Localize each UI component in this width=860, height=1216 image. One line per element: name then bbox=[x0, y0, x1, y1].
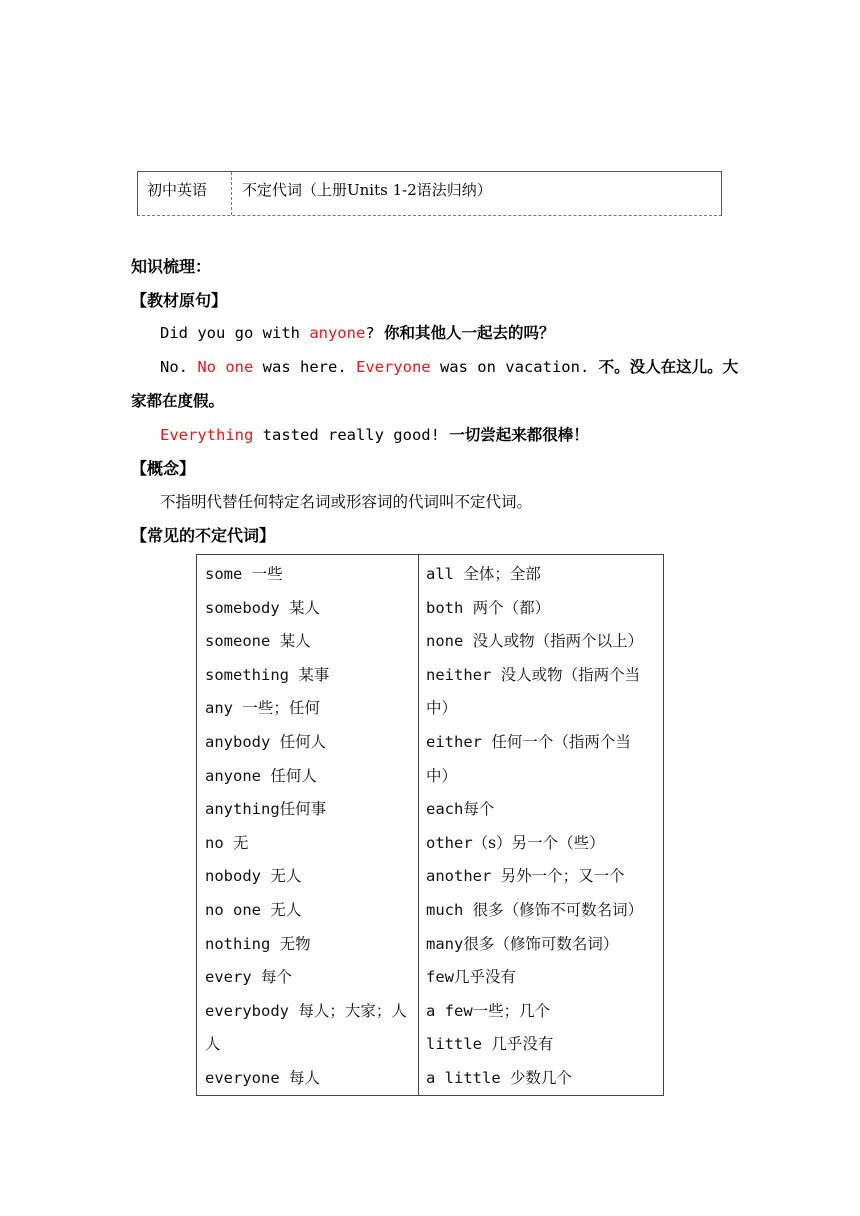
sentence-text: ? bbox=[365, 324, 384, 342]
table-row: both 两个（都） bbox=[426, 598, 551, 617]
sentence-text: was here. bbox=[253, 358, 356, 376]
table-row: a little 少数几个 bbox=[426, 1068, 573, 1087]
concept-heading: 【概念】 bbox=[131, 459, 196, 478]
table-row: every 每个 bbox=[205, 968, 293, 987]
table-row: everyone 每人 bbox=[205, 1068, 321, 1087]
table-row: other（s）另一个（些） bbox=[426, 833, 605, 852]
translation: 一切尝起来都很棒！ bbox=[449, 426, 589, 444]
table-row: nobody 无人 bbox=[205, 867, 302, 886]
table-row: 中） bbox=[426, 699, 458, 718]
table-row: none 没人或物（指两个以上） bbox=[426, 632, 644, 651]
table-row: something 某事 bbox=[205, 665, 330, 684]
translation: 不。没人在这儿。大 bbox=[598, 358, 739, 376]
table-row: somebody 某人 bbox=[205, 598, 321, 617]
table-row: nothing 无物 bbox=[205, 934, 311, 953]
table-row: either 任何一个（指两个当 bbox=[426, 732, 631, 751]
highlight-word: Everyone bbox=[355, 358, 431, 376]
table-row: some 一些 bbox=[205, 565, 283, 583]
table-row: someone 某人 bbox=[205, 632, 311, 651]
textbook-sentence-3 bbox=[160, 423, 589, 445]
table-row: 中） bbox=[426, 766, 458, 785]
table-row: little 几乎没有 bbox=[426, 1035, 554, 1054]
table-row: anything任何事 bbox=[205, 800, 327, 819]
sentence-text: Did you go with bbox=[160, 324, 310, 342]
column-divider bbox=[418, 555, 419, 1095]
textbook-heading: 【教材原句】 bbox=[131, 291, 228, 310]
translation: 你和其他人一起去的吗？ bbox=[383, 324, 555, 342]
section-title: 知识梳理： bbox=[131, 257, 212, 276]
table-row: everybody 每人；大家；人 bbox=[205, 1001, 407, 1020]
pronoun-table bbox=[196, 554, 664, 1096]
textbook-sentence-2 bbox=[160, 355, 738, 377]
table-row: neither 没人或物（指两个当 bbox=[426, 665, 641, 684]
table-row: another 另外一个；又一个 bbox=[426, 867, 625, 886]
table-row: any 一些；任何 bbox=[205, 699, 320, 718]
sentence-text: tasted really good! bbox=[253, 426, 450, 444]
sentence-text: No. bbox=[160, 358, 198, 376]
subject-cell: 初中英语 bbox=[138, 172, 232, 215]
right-column bbox=[426, 558, 658, 1096]
table-row: anybody 任何人 bbox=[205, 732, 327, 751]
table-row: a few一些；几个 bbox=[426, 1001, 551, 1020]
highlight-word: anyone bbox=[309, 324, 366, 342]
common-heading: 【常见的不定代词】 bbox=[131, 526, 276, 545]
table-row: few几乎没有 bbox=[426, 968, 517, 987]
header-table bbox=[137, 171, 722, 216]
highlight-word: Everything bbox=[160, 426, 254, 444]
textbook-sentence-2-cont: 家都在度假。 bbox=[131, 392, 225, 410]
highlight-word: No one bbox=[197, 358, 254, 376]
table-row: anyone 任何人 bbox=[205, 766, 317, 785]
table-row: no one 无人 bbox=[205, 900, 302, 919]
table-row: all 全体；全部 bbox=[426, 565, 541, 583]
table-row: no 无 bbox=[205, 833, 249, 852]
table-row: each每个 bbox=[426, 800, 495, 819]
sentence-text: was on vacation. bbox=[430, 358, 599, 376]
left-column bbox=[205, 558, 413, 1096]
table-row: 人 bbox=[205, 1035, 221, 1054]
topic-cell: 不定代词（上册Units 1-2语法归纳） bbox=[242, 181, 492, 199]
concept-text: 不指明代替任何特定名词或形容词的代词叫不定代词。 bbox=[160, 493, 533, 511]
table-row: many很多（修饰可数名词） bbox=[426, 934, 619, 953]
textbook-sentence-1 bbox=[160, 321, 555, 343]
table-row: much 很多（修饰不可数名词） bbox=[426, 900, 644, 919]
